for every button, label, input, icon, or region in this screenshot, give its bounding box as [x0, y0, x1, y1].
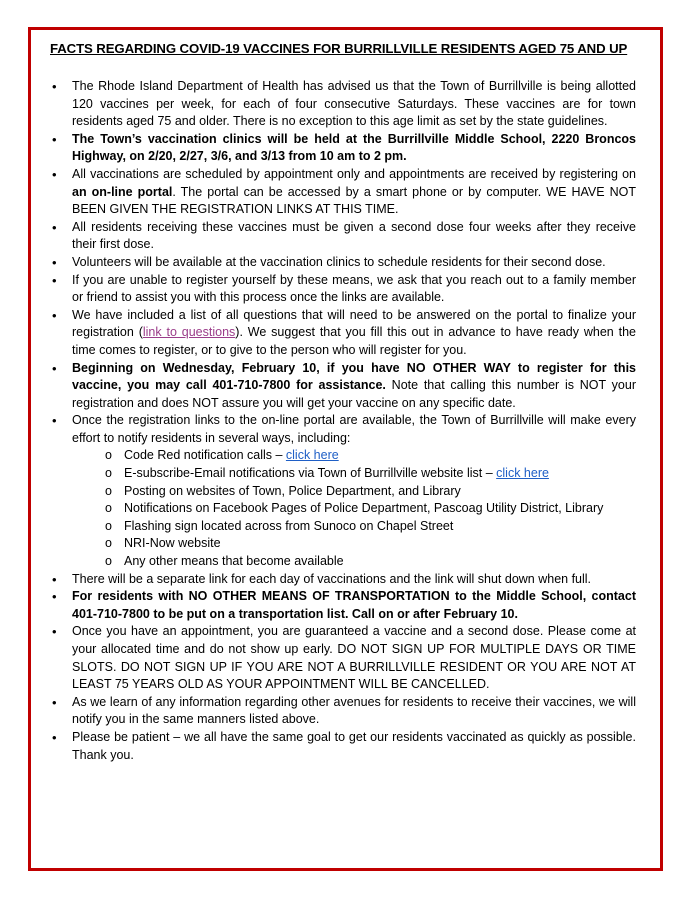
list-item-notifications	[50, 412, 636, 570]
sub-item-code-red	[105, 447, 636, 465]
list-item-clinic-location	[50, 131, 636, 166]
list-item-patience	[50, 729, 664, 764]
phone-registration-bold: Beginning on Wednesday, February 10, if you have NO OTHER WAY to register for this vaccine, you may call 401-710-7800 for assistance.	[72, 360, 636, 393]
sub-item-nri-now	[105, 535, 636, 553]
link-to-questions[interactable]: link to questions	[142, 325, 236, 340]
transportation-text: For residents with NO OTHER MEANS OF TRANSPORTATION to the Middle School, contact 401-710-7800 to be put on a transportation list. Call on or after February 10.	[72, 589, 636, 621]
questions-text-1: We have included a list of all questions that will need to be answered on the portal to finalize your registration (	[72, 307, 636, 340]
list-item-questions	[50, 307, 636, 360]
guarantee-text: Once you have an appointment, you are guaranteed a vaccine and a second dose. Please come at your allocated time and do not show up early. DO NOT SIGN UP FOR MULTIPLE DAYS OR TIME SLOTS. DO NOT SIGN UP IF YOU ARE NOT A BURRILLVILLE RESIDENT OR YOU ARE NOT AT LEAST 75 YEARS OLD AS YOUR APPOINTMENT WILL BE CANCELLED.	[72, 624, 636, 692]
separate-links-text: There will be a separate link for each day of vaccinations and the link will shut down when full.	[72, 571, 592, 586]
websites-text: Posting on websites of Town, Police Department, and Library	[124, 483, 461, 498]
list-item-allotment	[50, 78, 636, 131]
phone-registration-note: Note that calling this number is NOT your registration and does NOT assure you will get your vaccine on any specific date.	[72, 378, 637, 410]
list-item-appointments	[50, 166, 636, 219]
clinic-location-text: The Town’s vaccination clinics will be held at the Burrillville Middle School, 2220 Broncos Highway, on 2/20, 2/27, 3/6, and 3/13 from 10 am to 2 pm.	[72, 131, 636, 164]
patience-text: Please be patient – we all have the same goal to get our residents vaccinated as quickly as possible. Thank you.	[72, 729, 664, 762]
list-item-volunteers	[50, 254, 636, 272]
allotment-text: The Rhode Island Department of Health has advised us that the Town of Burrillville is being allotted 120 vaccines per week, for each of four consecutive Saturdays. These vaccines are for town residents aged 75 and older. There is no exception to this age limit as set by the state guidelines.	[72, 79, 636, 129]
list-item-assistance	[50, 272, 636, 307]
sub-item-websites	[105, 483, 636, 501]
other-avenues-text: As we learn of any information regarding other avenues for residents to receive their vaccines, we will notify you in the same manners listed above.	[72, 694, 636, 727]
list-item-guarantee	[50, 623, 636, 693]
volunteers-text: Volunteers will be available at the vaccination clinics to schedule residents for their second dose.	[72, 254, 606, 269]
notifications-text: Once the registration links to the on-line portal are available, the Town of Burrillville will make every effort to notify residents in several ways, including:	[72, 413, 636, 445]
code-red-text: Code Red notification calls –	[124, 448, 286, 463]
list-item-other-avenues	[50, 694, 636, 729]
page-title: FACTS REGARDING COVID-19 VACCINES FOR BURRILLVILLE RESIDENTS AGED 75 AND UP	[50, 41, 628, 56]
facts-list	[50, 78, 664, 764]
questions-text-2: ). We suggest that you fill this out in advance to have ready when the time comes to register, or to give to the person who will register for you.	[72, 325, 636, 357]
sub-item-flashing-sign	[105, 518, 636, 536]
sub-item-other-means	[105, 553, 636, 571]
nri-now-text: NRI-Now website	[124, 536, 221, 551]
online-portal-text: an on-line portal	[72, 184, 173, 199]
appointments-text-2: . The portal can be accessed by a smart phone or by computer. WE HAVE NOT BEEN GIVEN THE REGISTRATION LINKS AT THIS TIME.	[72, 184, 636, 217]
e-subscribe-text: E-subscribe-Email notifications via Town of Burrillville website list –	[124, 466, 497, 481]
notification-methods-list	[72, 447, 636, 570]
facebook-text: Notifications on Facebook Pages of Police Department, Pascoag Utility District, Library	[124, 501, 604, 516]
list-item-separate-links	[50, 571, 636, 589]
other-means-text: Any other means that become available	[124, 554, 344, 569]
e-subscribe-click-here-link[interactable]: click here	[496, 466, 549, 481]
code-red-click-here-link[interactable]: click here	[285, 448, 339, 463]
assistance-text: If you are unable to register yourself by these means, we ask that you reach out to a family member or friend to assist you with this process once the links are available.	[72, 272, 636, 305]
flashing-sign-text: Flashing sign located across from Sunoco on Chapel Street	[124, 518, 454, 533]
second-dose-text: All residents receiving these vaccines must be given a second dose four weeks after they receive their first dose.	[72, 219, 636, 252]
appointments-text-1: All vaccinations are scheduled by appointment only and appointments are received by registering on	[72, 166, 636, 181]
list-item-second-dose	[50, 219, 636, 254]
sub-item-facebook	[105, 500, 636, 518]
list-item-phone-registration	[50, 360, 636, 413]
list-item-transportation	[50, 588, 636, 623]
sub-item-e-subscribe	[105, 465, 636, 483]
